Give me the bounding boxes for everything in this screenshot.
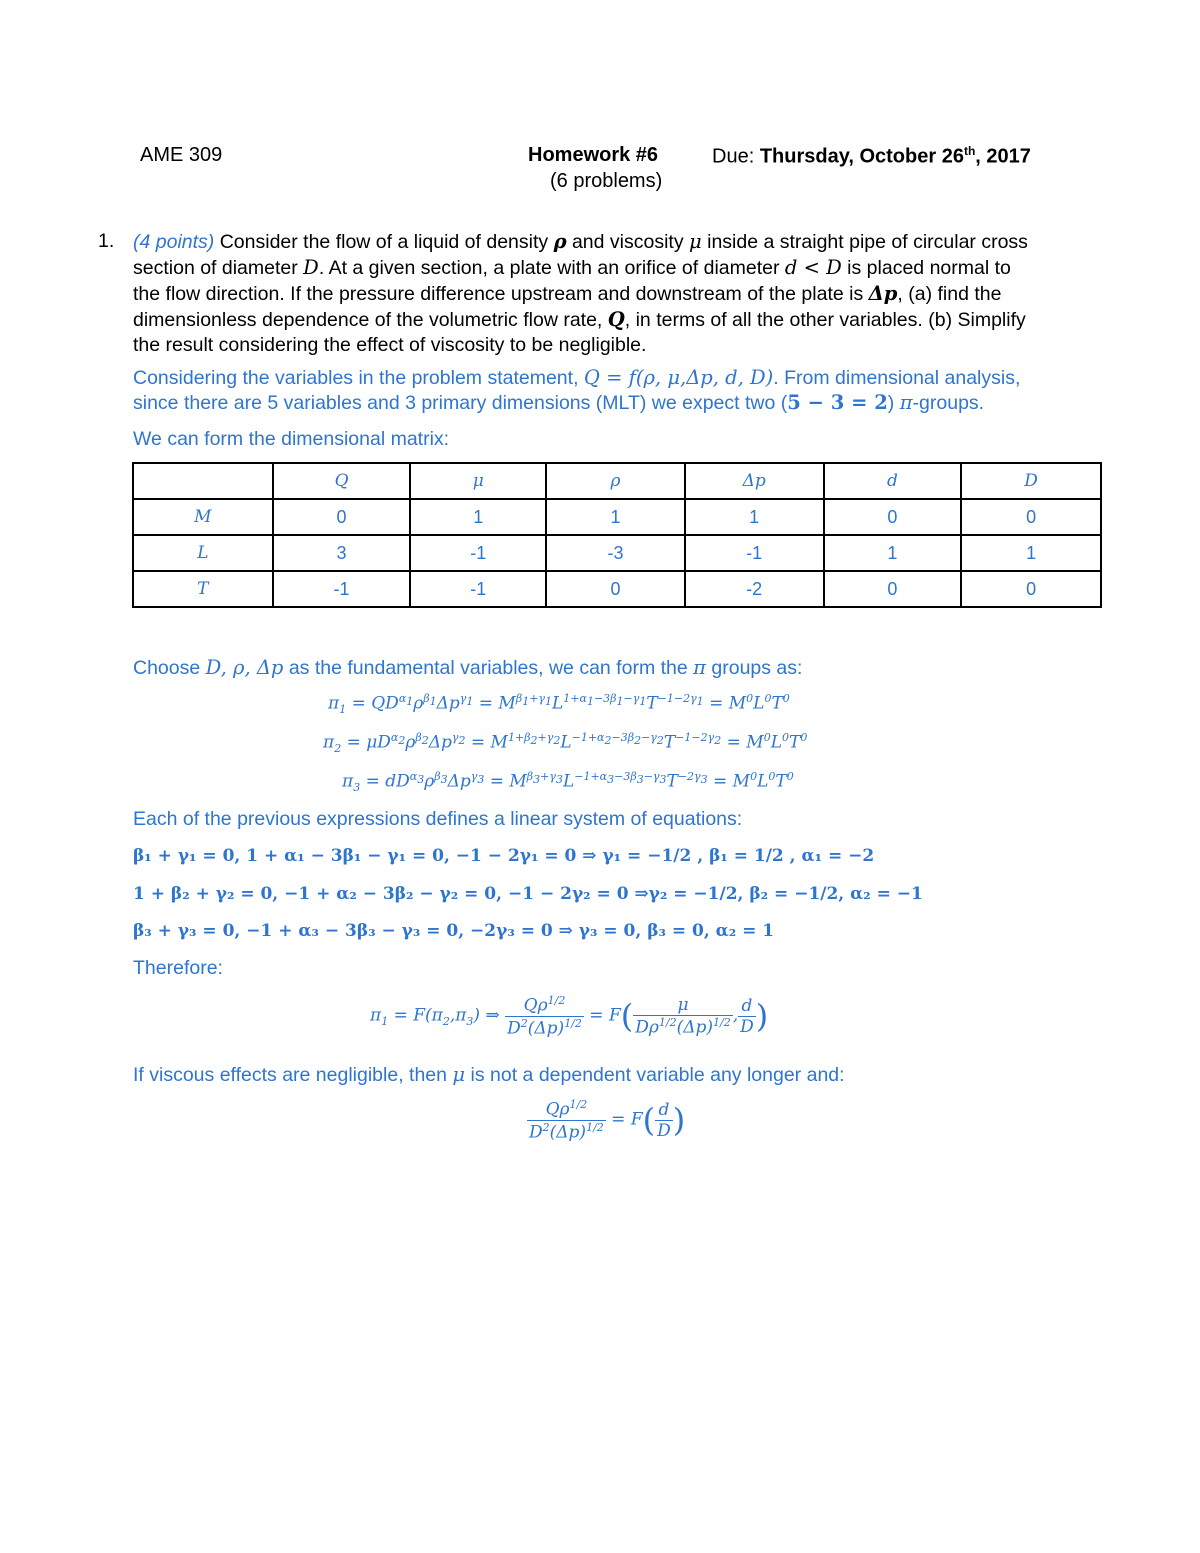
problem-number: 1. bbox=[98, 230, 115, 252]
table-cell: 0 bbox=[824, 571, 962, 607]
problem-statement bbox=[133, 229, 1028, 358]
math-pi: π bbox=[899, 391, 913, 414]
statement-text: inside a straight pipe of circular cross bbox=[701, 231, 1028, 253]
statement-text: , in terms of all the other variables. (b) Simplify bbox=[624, 309, 1026, 331]
table-cell: 1 bbox=[546, 499, 685, 535]
table-cell: 1 bbox=[824, 535, 962, 571]
course-code: AME 309 bbox=[140, 144, 223, 166]
solution-text: is not a dependent variable any longer and: bbox=[465, 1064, 845, 1086]
due-year: , 2017 bbox=[975, 145, 1031, 168]
table-row bbox=[133, 535, 1101, 571]
fraction-Q: $\frac{Q\rho^{1/2}}{D^2(\Delta p)^{1/2}}$ bbox=[507, 994, 582, 1039]
viscous-line bbox=[133, 1063, 845, 1087]
table-header-cell: Q bbox=[273, 463, 411, 499]
due-sup: th bbox=[963, 144, 976, 158]
solution-line-2 bbox=[133, 391, 984, 415]
math-count: 5 − 3 = 2 bbox=[787, 391, 888, 414]
fraction-Q: $\frac{Q\rho^{1/2}}{D^2(\Delta p)^{1/2}}$ bbox=[529, 1098, 604, 1143]
table-cell: -3 bbox=[546, 535, 685, 571]
math-D: D bbox=[303, 256, 319, 279]
table-header-cell bbox=[133, 463, 273, 499]
table-cell: -1 bbox=[273, 571, 411, 607]
each-line: Each of the previous expressions defines a linear system of equations: bbox=[133, 808, 743, 830]
linear-system-3: β₃ + γ₃ = 0, −1 + α₃ − 3β₃ − γ₃ = 0, −2γ₃ = 0 ⇒ γ₃ = 0, β₃ = 0, α₂ = 1 bbox=[133, 921, 775, 941]
statement-text: , (a) find the bbox=[897, 283, 1002, 305]
statement-text: the flow direction. If the pressure difference upstream and downstream of the plate is bbox=[133, 283, 869, 305]
statement-line-3 bbox=[133, 281, 1028, 307]
homework-title: Homework #6 bbox=[528, 144, 659, 166]
problem-count: (6 problems) bbox=[550, 170, 663, 192]
table-cell: -1 bbox=[410, 535, 546, 571]
table-cell: 1 bbox=[961, 535, 1101, 571]
math-Q: Q bbox=[607, 308, 625, 331]
solution-text: as the fundamental variables, we can form the bbox=[283, 657, 694, 679]
statement-line-5 bbox=[133, 333, 1028, 358]
solution-text: -groups. bbox=[912, 392, 985, 414]
simplified-equation: $\frac{Q\rho^{1/2}}{D^2(\Delta p)^{1/2}}$ = F( $\frac{d}{D}$ ) bbox=[529, 1098, 686, 1143]
solution-text: Considering the variables in the problem statement, bbox=[133, 367, 584, 389]
solution-line-1 bbox=[133, 366, 1020, 390]
row-dimension: M bbox=[133, 499, 273, 535]
table-cell: 0 bbox=[824, 499, 962, 535]
solution-text: groups as: bbox=[705, 657, 803, 679]
pi3-equation: $\pi_3 = dD^{\alpha_3}\rho^{\beta_3}\Delta p^{\gamma_3} = M^{\beta_3+\gamma_3}L^{-1+\alpha_3-3\beta_3-\gamma_3}T^{-2\gamma_3} = M^0L^0T^0$ bbox=[342, 770, 794, 795]
table-cell: 0 bbox=[546, 571, 685, 607]
solution-text: . From dimensional analysis, bbox=[773, 367, 1021, 389]
table-cell: 1 bbox=[410, 499, 546, 535]
linear-system-1: β₁ + γ₁ = 0, 1 + α₁ − 3β₁ − γ₁ = 0, −1 − 2γ₁ = 0 ⇒ γ₁ = −1/2 , β₁ = 1/2 , α₁ = −2 bbox=[133, 846, 875, 866]
statement-text: and viscosity bbox=[566, 231, 690, 253]
fraction-d-D: $\frac{d}{D}$ bbox=[740, 995, 754, 1037]
pi2-equation: $\pi_2 = \mu D^{\alpha_2}\rho^{\beta_2}\Delta p^{\gamma_2} = M^{1+\beta_2+\gamma_2}L^{-1+\alpha_2-3\beta_2-\gamma_2}T^{-1-2\gamma_2} = M^0L^0T^0$ bbox=[323, 731, 808, 756]
table-cell: 0 bbox=[273, 499, 411, 535]
solution-text: ) bbox=[887, 392, 900, 414]
pi1-equation: $\pi_1 = QD^{\alpha_1}\rho^{\beta_1}\Delta p^{\gamma_1} = M^{\beta_1+\gamma_1}L^{1+\alpha_1-3\beta_1-\gamma_1}T^{-1-2\gamma_1} = M^0L^0T^0$ bbox=[328, 692, 790, 717]
math-function: Q = f(ρ, μ,Δp, d, D) bbox=[583, 366, 774, 389]
result-equation: $\pi_1 = F(\pi_2,\pi_3)$ ⇒ $\frac{Q\rho^{1/2}}{D^2(\Delta p)^{1/2}}$ = F( $\frac{\mu}{D\rho^{1/2}(\Delta p)^{1/2}}$ , $\frac{d}{D}$ ) bbox=[370, 994, 769, 1039]
row-dimension: L bbox=[133, 535, 273, 571]
table-cell: 1 bbox=[685, 499, 824, 535]
dimensional-matrix bbox=[132, 462, 1102, 608]
table-cell: 0 bbox=[961, 499, 1101, 535]
statement-line-4 bbox=[133, 307, 1028, 333]
statement-text: the result considering the effect of viscosity to be negligible. bbox=[133, 334, 647, 356]
row-dimension: T bbox=[133, 571, 273, 607]
math-pi: π bbox=[693, 656, 706, 679]
solution-line-3: We can form the dimensional matrix: bbox=[133, 428, 450, 450]
due-day: Thursday, October 26 bbox=[759, 145, 964, 168]
solution-text: since there are 5 variables and 3 primary dimensions (MLT) we expect two ( bbox=[133, 392, 788, 414]
fraction-d-D: $\frac{d}{D}$ bbox=[657, 1099, 671, 1141]
fraction-mu: $\frac{\mu}{D\rho^{1/2}(\Delta p)^{1/2}}$ bbox=[635, 994, 731, 1038]
due-label: Due: bbox=[712, 145, 760, 168]
problem-points: (4 points) bbox=[133, 231, 215, 253]
math-fundamental-vars: D, ρ, Δp bbox=[205, 656, 284, 679]
choose-line bbox=[133, 656, 802, 680]
statement-text: . At a given section, a plate with an orifice of diameter bbox=[318, 257, 785, 279]
solution-text: Choose bbox=[133, 657, 206, 679]
table-row bbox=[133, 499, 1101, 535]
math-d-lt-D: d < D bbox=[784, 256, 842, 279]
table-header-cell: Δp bbox=[685, 463, 824, 499]
table-cell: -2 bbox=[685, 571, 824, 607]
statement-text: Consider the flow of a liquid of density bbox=[214, 231, 554, 253]
solution-text: If viscous effects are negligible, then bbox=[133, 1064, 453, 1086]
linear-system-2: 1 + β₂ + γ₂ = 0, −1 + α₂ − 3β₂ − γ₂ = 0, −1 − 2γ₂ = 0 ⇒γ₂ = −1/2, β₂ = −1/2, α₂ = −1 bbox=[133, 884, 923, 904]
math-mu: μ bbox=[689, 230, 702, 253]
table-row bbox=[133, 571, 1101, 607]
math-rho: ρ bbox=[553, 230, 567, 253]
statement-text: section of diameter bbox=[133, 257, 304, 279]
therefore-line: Therefore: bbox=[133, 957, 223, 979]
table-cell: 3 bbox=[273, 535, 411, 571]
table-cell: -1 bbox=[410, 571, 546, 607]
due-date bbox=[712, 144, 1031, 169]
table-header-cell: D bbox=[961, 463, 1101, 499]
statement-line-1 bbox=[133, 229, 1028, 255]
statement-text: is placed normal to bbox=[841, 257, 1011, 279]
statement-text: dimensionless dependence of the volumetric flow rate, bbox=[133, 309, 608, 331]
statement-line-2 bbox=[133, 255, 1028, 281]
table-cell: 0 bbox=[961, 571, 1101, 607]
table-header-row bbox=[133, 463, 1101, 499]
math-delta-p: Δp bbox=[868, 282, 898, 305]
table-header-cell: d bbox=[824, 463, 962, 499]
math-mu: μ bbox=[452, 1063, 466, 1086]
table-header-cell: μ bbox=[410, 463, 546, 499]
table-header-cell: ρ bbox=[546, 463, 685, 499]
table-cell: -1 bbox=[685, 535, 824, 571]
